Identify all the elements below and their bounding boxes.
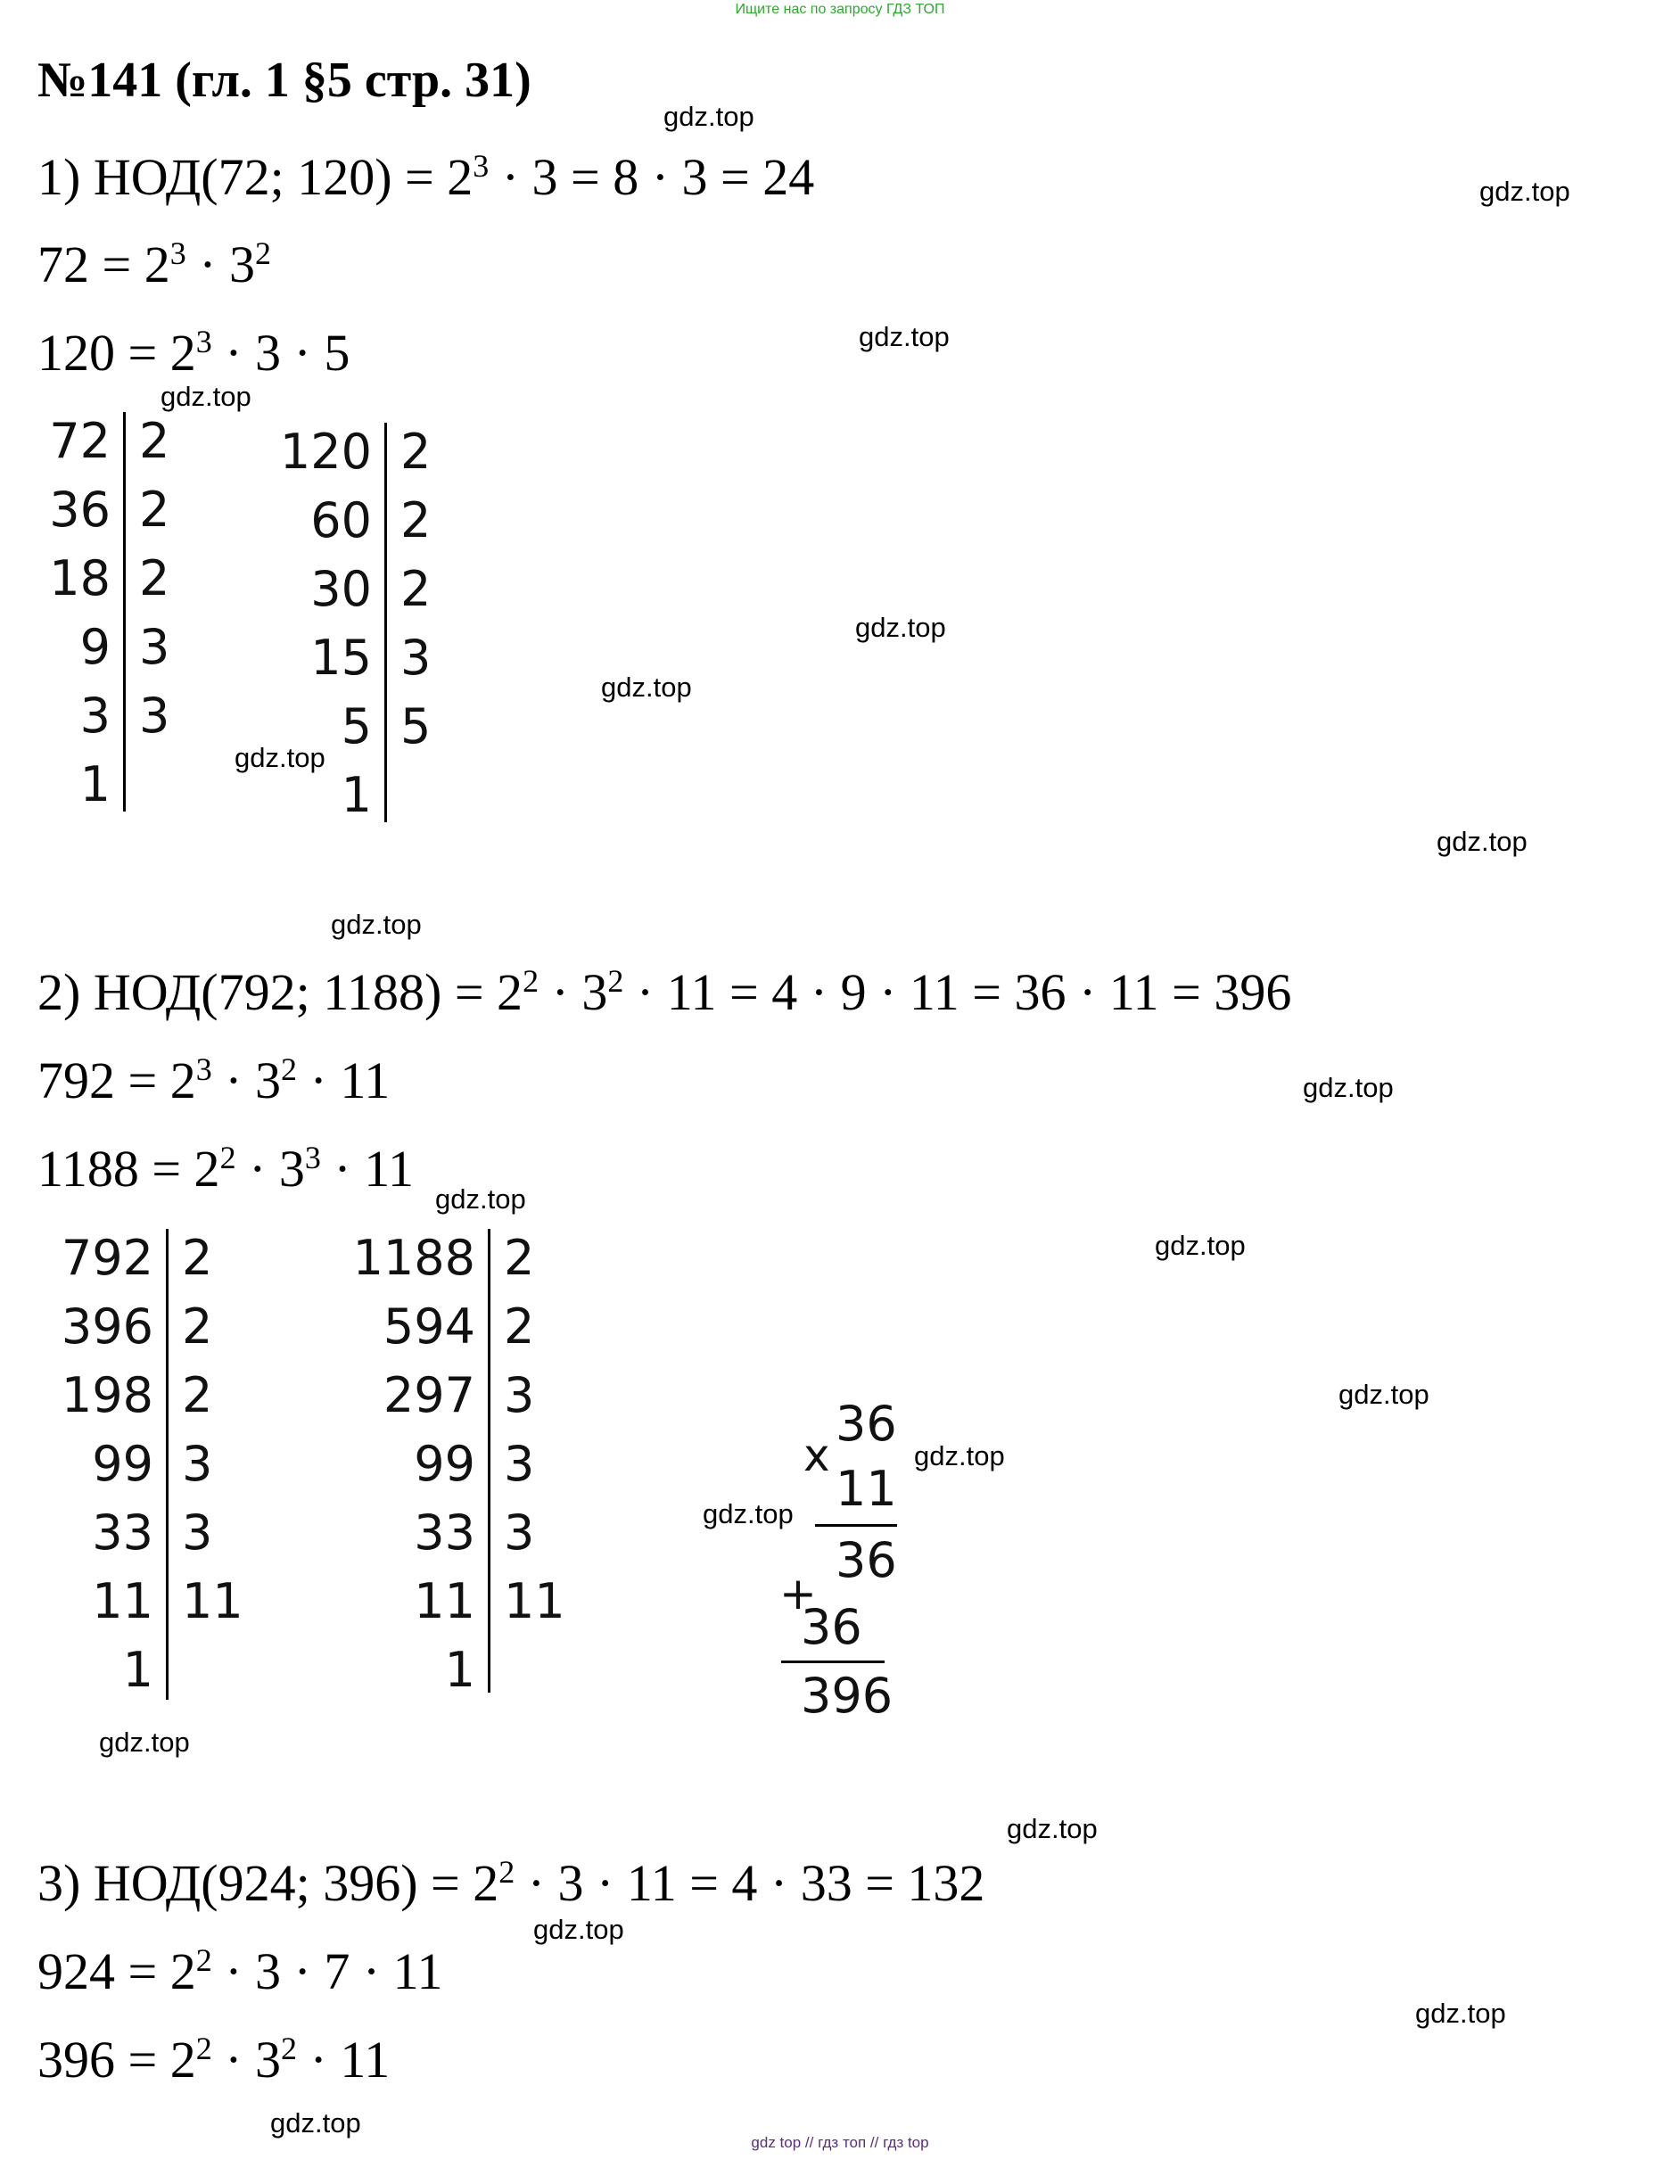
ladder-row: 3 3 [79, 688, 170, 744]
part1-gcd-line: 1) НОД(72; $120) = 2^3 \cdot 3 = 8 \cdot 3 = 24$ [37, 148, 815, 206]
mult-factor2: 11 [836, 1461, 897, 1517]
watermark-text: gdz.top [914, 1440, 1005, 1471]
mult-factor1: 36 [836, 1396, 897, 1452]
watermark-text: gdz.top [859, 321, 950, 352]
ladder-row: 1 [444, 1642, 475, 1698]
mult-times-sign: x [803, 1430, 830, 1481]
watermark-text: gdz.top [1303, 1072, 1394, 1103]
ladder-72 [36, 407, 169, 819]
ladder-row: 11 11 [92, 1573, 243, 1629]
ladder-row: 1 [341, 767, 372, 823]
footer-links[interactable]: gdz top // гдз топ // гдз top [751, 2134, 929, 2151]
ladder-row: 18 2 [49, 550, 170, 606]
ladder-row: 1 [79, 756, 111, 812]
watermark-text: gdz.top [1479, 176, 1570, 207]
part3-factorization-396: $396 = 2^2 \cdot 3^2 \cdot 11$ [37, 2031, 391, 2089]
watermark-text: gdz.top [99, 1727, 190, 1758]
watermark-text: gdz.top [533, 1914, 624, 1945]
part3-factorization-924: $924 = 2^2 \cdot 3 \cdot 7 \cdot 11$ [37, 1942, 443, 2000]
ladder-row: 99 3 [414, 1436, 535, 1492]
watermark-text: gdz.top [601, 672, 692, 703]
watermark-text: gdz.top [663, 101, 754, 132]
ladder-row: 9 3 [79, 619, 170, 675]
ladder-row: 36 2 [49, 482, 170, 538]
mult-line [815, 1524, 897, 1527]
ladder-row: 1 [122, 1642, 153, 1698]
ladder-divider-line [488, 1229, 490, 1693]
mult-partial2: 36 [801, 1599, 862, 1655]
watermark-text: gdz.top [270, 2107, 361, 2139]
watermark-text: gdz.top [1415, 1998, 1506, 2029]
watermark-text: gdz.top [1437, 826, 1528, 857]
ladder-row: 198 2 [61, 1367, 213, 1423]
mult-plus-sign: + [779, 1568, 817, 1619]
ladder-row: 1188 2 [352, 1230, 535, 1286]
ladder-792 [54, 1224, 243, 1704]
part2-factorization-1188: $1188 = 2^2 \cdot 3^3 \cdot 11$ [37, 1140, 415, 1198]
ladder-row: 5 5 [341, 698, 432, 754]
ladder-divider-line [166, 1229, 169, 1700]
part1-factorization-120: $120 = 2^3 \cdot 3 \cdot 5$ [37, 324, 350, 382]
watermark-text: gdz.top [235, 742, 325, 773]
ladder-row: 72 2 [49, 413, 170, 469]
mult-line [781, 1661, 885, 1663]
ladder-row: 60 2 [310, 492, 432, 548]
ladder-row: 30 2 [310, 561, 432, 617]
ladder-divider-line [123, 412, 126, 812]
ladder-row: 33 3 [414, 1504, 535, 1561]
ladder-row: 792 2 [61, 1230, 213, 1286]
watermark-text: gdz.top [703, 1498, 794, 1529]
ladder-row: 297 3 [383, 1367, 535, 1423]
watermark-text: gdz.top [855, 612, 946, 643]
part2-factorization-792: $792 = 2^3 \cdot 3^2 \cdot 11$ [37, 1051, 391, 1109]
watermark-text: gdz.top [331, 909, 422, 940]
ladder-row: 396 2 [61, 1298, 213, 1355]
ladder-1188 [352, 1224, 565, 1704]
part1-factorization-72: $72 = 2^3 \cdot 3^2$ [37, 235, 272, 293]
ladder-row: 33 3 [92, 1504, 213, 1561]
part2-gcd-line: 2) НОД(792; $1188) = 2^2 \cdot 3^2 \cdot 11 = 4 \cdot 9 \cdot 11 = 36 \cdot 11 = 396$ [37, 963, 1292, 1021]
watermark-text: gdz.top [1338, 1379, 1429, 1410]
ladder-row: 15 3 [310, 630, 432, 686]
ladder-row: 594 2 [383, 1298, 535, 1355]
mult-partial1: 36 [836, 1532, 897, 1588]
top-banner[interactable]: Ищите нас по запросу ГДЗ ТОП [735, 2, 945, 17]
ladder-row: 11 11 [414, 1573, 565, 1629]
part3-gcd-line: 3) НОД(924; $396) = 2^2 \cdot 3 \cdot 11 = 4 \cdot 33 = 132$ [37, 1854, 985, 1912]
ladder-row: 120 2 [279, 424, 432, 480]
ladder-divider-line [384, 423, 387, 822]
page-title: №141 (гл. 1 §5 стр. 31) [37, 53, 531, 108]
watermark-text: gdz.top [435, 1183, 526, 1215]
watermark-text: gdz.top [1007, 1813, 1098, 1844]
mult-result: 396 [801, 1668, 894, 1724]
watermark-text: gdz.top [1155, 1230, 1246, 1261]
column-multiplication [779, 1396, 901, 1726]
watermark-text: gdz.top [161, 381, 251, 412]
ladder-row: 99 3 [92, 1436, 213, 1492]
